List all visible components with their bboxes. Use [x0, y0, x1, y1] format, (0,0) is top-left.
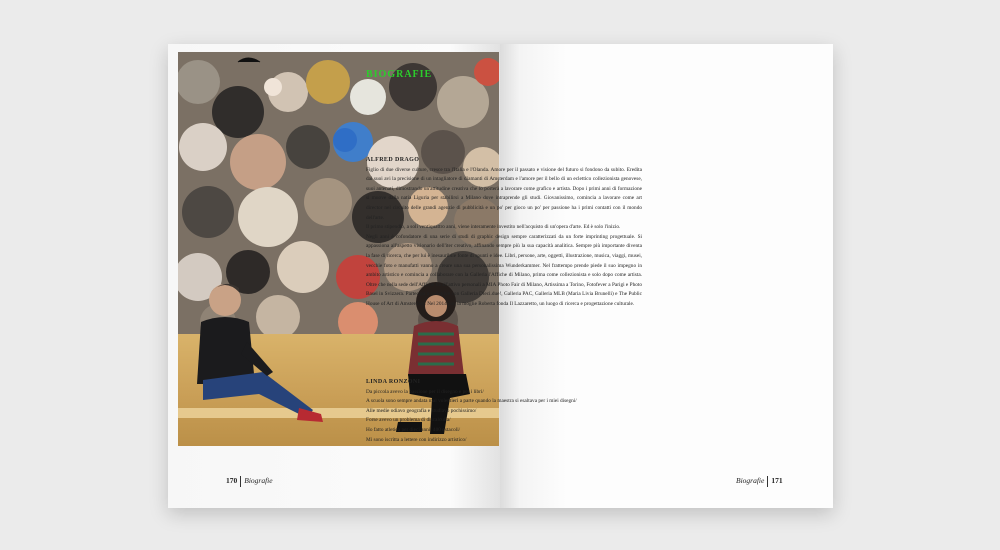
folio-divider	[767, 476, 768, 487]
left-folio	[226, 476, 273, 487]
bio-name: ALFRED DRAGO	[366, 157, 420, 163]
bio-linda-ronzoni	[366, 378, 642, 445]
right-folio	[736, 476, 783, 487]
bio-alfred-drago	[366, 156, 642, 310]
right-folio-title: Biografie	[736, 476, 765, 486]
right-page-number: 171	[771, 476, 783, 486]
left-folio-title: Biografie	[244, 476, 273, 486]
bio-line: Ho fatto atletica per dieci anni, 400 ostacoli/	[366, 426, 461, 433]
bio-line: A scuola sono sempre andata mal volentieri a parte quando la maestra si esaltava per i miei disegni/	[366, 398, 577, 405]
bio-line: Mi sono iscritta a lettere con indirizzo artistico/	[366, 436, 467, 443]
folio-divider	[240, 476, 241, 487]
bio-line: Da piccola avevo la passione per il disegno e per i libri/	[366, 388, 484, 395]
bio-line: Alle medie odiavo geografia e studiavo pochissimo/	[366, 407, 477, 414]
bio-paragraph: Figlio di due diverse culture, cresce tra l'Italia e l'Olanda. Amore per il passato e visione del futuro si fondono da subito. Eredita dai suoi avi la precisione di un intagliatore di diamanti di Amsterdam e l'amore per il bello di un eclettico collezionista genovese, suoi antenati, dimostrando un'attitudine creativa che lo porterà a lavorare come grafico e artista. Dopo i primi anni di formazione si muove dalla natia Liguria per stabilirsi a Milano dove intraprende gli studi. Giovanissimo, comincia a lavorare come art director nel circuito delle grandi agenzie di pubblicità e un po' per gioco un po' per passione ha i primi contatti con il mondo dell'arte.	[366, 166, 642, 221]
bio-name: LINDA RONZONI	[366, 379, 421, 385]
bio-paragraph: Il primo stipendio, a soli ventiquattro anni, viene interamente investito nell'acquisto di un'opera d'arte. Ed è solo l'inizio.	[366, 224, 621, 231]
section-heading: BIOGRAFIE	[366, 69, 433, 80]
bio-line: Forse avevo un problema di discalculia/	[366, 417, 451, 424]
bio-paragraph: Negli anni è cofondatore di una serie di studi di graphic design sempre caratterizzati da un forte imprinting progettuale. Si appassiona all'aspetto visionario dell'iter creativo, affinando sempre più la sua capacità analitica. Sempre più importante diventa la fase di ricerca, che per lui è inesauribile fonte di spunti e idee. Libri, persone, arte, oggetti, illustrazione, musica, viaggi, musei, vecchie foto e manufatti vanno a creare una sua personalissima Wunderkammer. Nel frattempo prende piede il suo impegno in ambito artistico e comincia a collaborare con la Galleria l'Affiche di Milano, prima come collezionista e solo dopo come artista. Oltre che nella sede dell'Affiche ha all'attivo personali a MIA Photo Fair di Milano, Artissima a Torino, Fotofever a Parigi e Photo Basel in Svizzera. Partecipa a collettive con Galleria Dieci.due!, Galleria PAC, Galleria MLB (Maria Livia Brunelli) e The Public House of Art di Amsterdam. Nel 2014 con la moglie Roberta fonda Il Lazzaretto, un luogo di ricerca e progettazione culturale.	[366, 233, 642, 307]
man-figure	[183, 280, 333, 435]
left-page-number: 170	[226, 476, 238, 486]
